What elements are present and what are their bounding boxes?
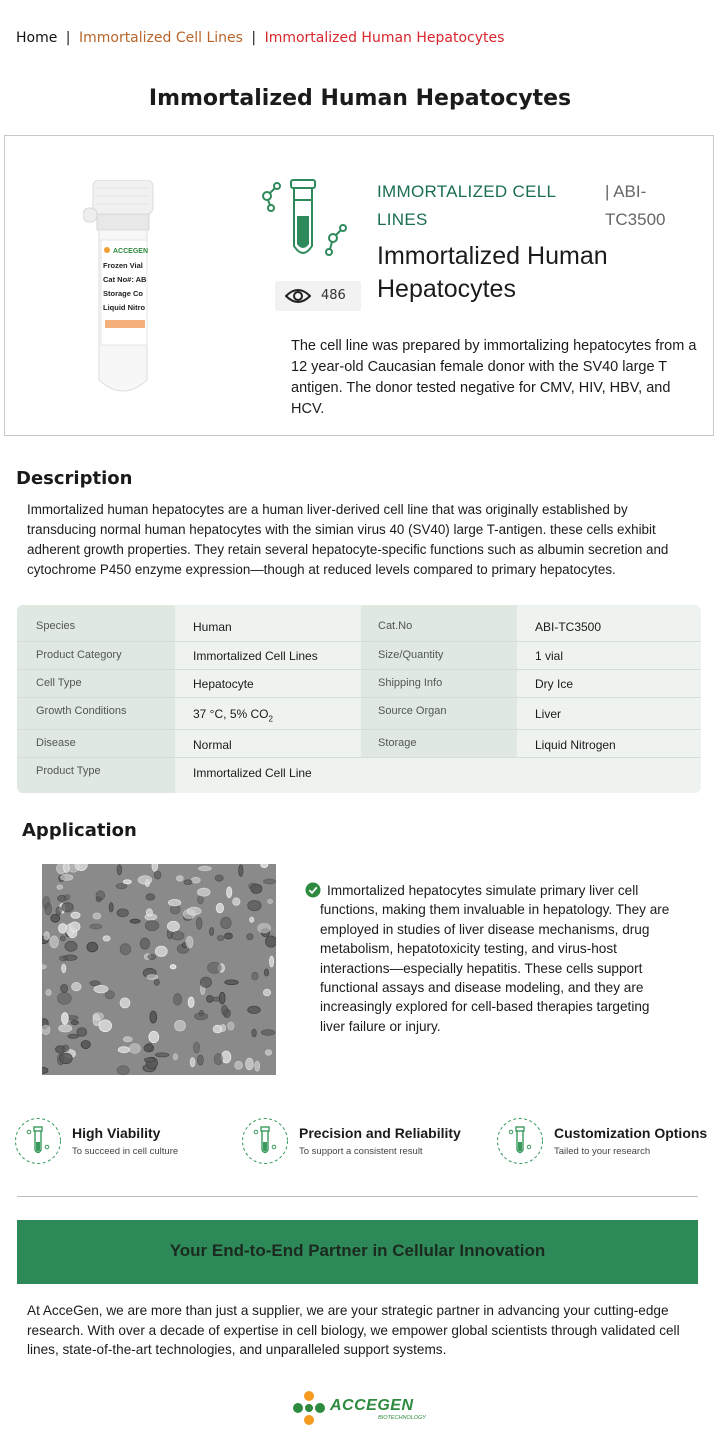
view-counter [275,281,361,311]
cell-blob [64,864,70,873]
table-row [17,641,701,670]
cell-blob [149,1031,159,1042]
cell-blob [154,871,161,879]
cell-blob [61,984,68,992]
cell-blob [61,936,66,941]
cell-blob [117,865,122,875]
cell-blob [155,1053,169,1057]
description-text: Immortalized human hepatocytes are a human liver-derived cell line that was originally established by transducing normal human hepatocytes with the simian virus 40 (SV40) large T-antigen. these cells exhibit adherent growth properties. They retain several hepatocyte-specific functions such as albumin secretion and cytochrome P450 enzyme expression—though at reduced levels compared to primary hepatocytes. [27,502,669,577]
cell-blob [96,891,105,900]
logo-mark-icon [290,1388,328,1428]
cell-blob [68,1034,79,1038]
cell-blob [61,874,73,880]
spec-value: Liquid Nitrogen [535,738,616,752]
cell-blob [62,903,74,912]
table-row [17,669,701,698]
cell-blob [228,1022,234,1030]
growth-conditions-value: 37 °C, 5% CO [193,707,269,721]
product-category-label: IMMORTALIZED CELL LINES [377,182,556,229]
cell-blob [155,946,167,956]
cell-blob [191,877,200,883]
cell-blob [268,899,273,903]
spec-value: Immortalized Cell Lines [193,649,318,663]
cell-blob [187,907,201,915]
cell-blob [44,932,49,940]
page-title: Immortalized Human Hepatocytes [148,86,572,111]
cell-blob [261,1030,274,1036]
catalog-code: | ABI-TC3500 [605,182,666,229]
feature-title: High Viability [72,1125,161,1141]
feature-subtitle: Tailed to your research [554,1146,651,1157]
cell-blob [94,985,108,992]
table-row [17,757,701,793]
test-tube-molecule-icon [259,176,349,268]
cell-blob [173,1054,177,1060]
cell-blob [208,962,222,973]
cell-blob [225,980,239,985]
spec-value: Liver [535,707,562,721]
cell-blob [90,924,102,929]
cell-blob [146,909,152,916]
cell-blob [87,942,98,952]
table-row [17,729,701,758]
spec-value: 1 vial [535,649,564,663]
spec-value: Human [193,620,232,634]
cell-blob [93,913,101,919]
cell-blob [222,1051,231,1063]
cell-blob [227,887,232,898]
cell-blob [214,1054,222,1065]
cell-blob [222,1005,228,1015]
cell-blob [248,901,261,911]
cell-blob [65,941,77,951]
cell-blob [233,898,240,905]
feature-title: Precision and Reliability [299,1125,461,1141]
accegen-logo[interactable] [290,1388,440,1428]
product-summary: The cell line was prepared by immortalizing hepatocytes from a 12 year-old Caucasian female donor with the SV40 large T antigen. The donor tested negative for CMV, HIV, HBV, and HCV. [291,338,697,417]
cell-blob [184,880,192,885]
cell-blob [147,1043,152,1051]
cell-blob [93,1013,103,1020]
view-count: 486 [321,288,346,303]
vial-line3: Storage Co [103,289,144,298]
cell-blob [175,1020,186,1031]
cell-blob [261,864,268,868]
cell-blob [199,866,212,870]
cell-blob [251,884,262,893]
banner-text: Your End-to-End Partner in Cellular Innovation [169,1241,546,1260]
cell-blob [250,917,254,922]
test-tube-icon [14,1117,62,1165]
cell-blob [42,1025,50,1035]
cell-blob [167,921,179,931]
spec-value: Dry Ice [535,677,574,691]
cell-blob [195,1013,208,1020]
cell-blob [201,977,212,987]
table-row [17,697,701,730]
cell-blob [50,936,59,948]
cell-blob [144,1058,155,1063]
spec-key: Cell Type [36,677,82,689]
breadcrumb-separator: | [251,30,257,46]
cell-blob [71,912,80,918]
product-vial-image [83,180,163,402]
cell-blob [57,885,63,889]
microscopy-image [42,864,276,1075]
cell-blob [196,917,202,929]
cell-blob [63,1045,69,1052]
spec-value: ABI-TC3500 [535,620,602,634]
application-text: Immortalized hepatocytes simulate primary liver cell functions, making them invaluable in hepatology. They are employed in studies of liver disease mechanisms, drug metabolism, hepatotoxicity testing, and virus-host interactions—especially hepatitis. These cells support functional assays and disease modeling, and they are increasingly explored for cell-based therapies targeting liver failure or injury. [320,883,670,1034]
cell-blob [176,876,183,881]
cell-blob [138,876,152,884]
cell-blob [118,1047,129,1053]
cell-blob [193,1042,199,1053]
feature-high-viability [14,1117,214,1167]
cell-blob [60,956,68,961]
cell-blob [247,934,253,940]
spec-value: Hepatocyte [193,677,254,691]
cell-blob [146,894,155,900]
cell-blob [42,1067,48,1073]
cell-blob [59,1025,72,1032]
cell-blob [216,903,223,913]
divider [17,1196,698,1197]
cell-blob [190,1058,195,1067]
vial-line4: Liquid Nitro [103,303,146,312]
cell-blob [154,979,159,985]
cell-blob [148,954,156,959]
cell-blob [207,996,214,1003]
spec-table [17,605,701,793]
cell-blob [56,907,62,915]
spec-key: Growth Conditions [36,705,127,717]
spec-key: Storage [378,737,417,749]
cell-blob [150,1011,157,1023]
cell-blob [215,875,223,881]
cell-blob [188,997,194,1007]
cell-blob [120,998,130,1008]
cell-blob [266,936,277,947]
cell-blob [170,965,176,969]
cell-blob [60,1053,73,1064]
cell-blob [109,903,113,912]
cell-blob [147,975,158,980]
cell-blob [99,1020,112,1032]
cell-blob [46,990,51,996]
description-heading: Description [16,468,133,489]
cell-blob [270,956,274,967]
cell-blob [198,888,211,896]
test-tube-icon [496,1117,544,1165]
vial-line1: Frozen Vial [103,261,143,270]
cell-blob [70,922,80,932]
spec-key: Disease [36,737,76,749]
eye-icon [285,286,311,306]
cell-blob [123,880,131,884]
cell-blob [103,936,110,941]
cell-blob [120,944,131,955]
spec-key: Product Type [36,765,101,777]
about-text: At AcceGen, we are more than just a supplier, we are your strategic partner in advancing your cutting-edge research. With over a decade of expertise in cell biology, we empower global scientists through validated cell lines, state-of-the-art technologies, and unparalleled support systems. [27,1303,680,1358]
cell-blob [225,933,233,939]
check-circle-icon [305,882,321,898]
cell-blob [252,1029,257,1037]
spec-key: Product Category [36,649,122,661]
cell-blob [130,919,140,923]
breadcrumb [16,30,504,46]
spec-value: Normal [193,738,232,752]
test-tube-icon [241,1117,289,1165]
cell-blob [186,936,193,948]
spec-key: Cat.No [378,620,413,632]
spec-key: Shipping Info [378,677,443,689]
breadcrumb-category-link[interactable]: Immortalized Cell Lines [78,30,243,46]
cell-blob [65,895,70,901]
feature-subtitle: To support a consistent result [299,1146,423,1157]
cell-blob [51,914,60,922]
cell-blob [210,928,214,936]
feature-customization-options [496,1117,706,1167]
cell-blob [171,931,184,940]
cell-blob [90,981,100,986]
application-heading: Application [22,820,137,841]
cell-blob [58,993,72,1005]
spec-value: Immortalized Cell Line [193,766,312,780]
cell-blob [248,1006,261,1013]
breadcrumb-current: Immortalized Human Hepatocytes [264,30,505,46]
cell-blob [123,1037,132,1042]
cell-blob [258,923,271,932]
co2-subscript: 2 [268,714,273,724]
cell-blob [72,982,81,990]
cell-blob [252,972,258,980]
table-row [17,605,701,642]
cell-blob [140,938,149,949]
spec-key: Species [36,620,76,632]
cell-blob [235,1061,243,1069]
logo-sub: BIOTECHNOLOGY [378,1415,426,1421]
product-card [4,135,714,436]
cell-blob [62,964,66,973]
cell-blob [219,992,225,1004]
cell-blob [264,969,268,976]
feature-subtitle: To succeed in cell culture [72,1146,179,1157]
cell-blob [129,1044,140,1054]
cell-blob [168,899,180,905]
cell-blob [81,1041,90,1049]
logo-name: ACCEGEN [330,1397,414,1414]
cell-blob [117,909,128,917]
cell-blob [42,965,46,969]
cell-blob [263,989,270,996]
cell-blob [264,879,276,884]
cell-blob [71,1021,78,1025]
partner-banner [17,1220,698,1284]
product-name: Immortalized Human Hepatocytes [377,242,608,303]
feature-title: Customization Options [554,1125,708,1141]
cell-blob [197,896,203,904]
feature-precision-reliability [241,1117,471,1167]
cell-blob [239,865,243,876]
cell-blob [217,936,224,941]
cell-blob [152,864,158,871]
spec-value [193,707,273,723]
cell-blob [220,1025,225,1032]
vial-brand: ACCEGEN [113,248,149,255]
cell-blob [265,1050,271,1055]
cell-blob [116,883,127,888]
cell-blob [255,1061,260,1071]
cell-blob [246,1058,254,1070]
cell-blob [198,1055,204,1065]
cell-blob [62,1013,69,1024]
cell-blob [145,921,159,931]
vial-line2: Cat No#: AB [103,275,147,284]
breadcrumb-separator: | [65,30,71,46]
cell-blob [105,991,114,999]
spec-key: Size/Quantity [378,649,444,661]
breadcrumb-home-link[interactable]: Home [16,30,58,46]
cell-blob [45,903,52,915]
cell-blob [117,1066,129,1075]
spec-key: Source Organ [378,705,447,717]
cell-blob [173,994,181,1005]
cell-blob [221,917,232,928]
